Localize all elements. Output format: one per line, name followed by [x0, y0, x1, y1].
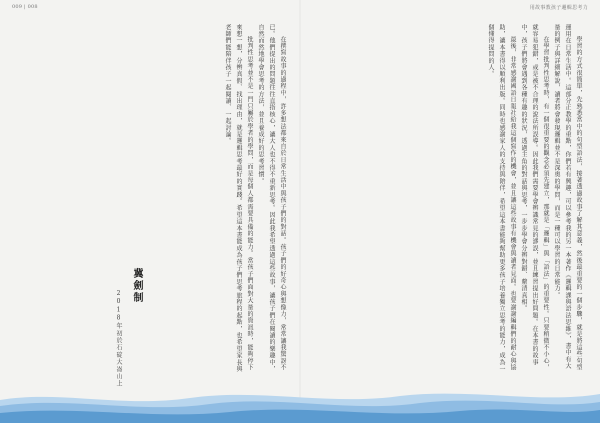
wave-decoration — [0, 386, 600, 423]
page-numbers: 009 | 008 — [12, 4, 38, 10]
signature-date: 2018年初於石碇大崙山上 — [115, 290, 122, 388]
author-name: 冀劍制 — [131, 268, 142, 304]
book-title-header: 用故事教孩子邏輯思考力 — [529, 5, 588, 11]
left-paragraph-1: 在撰寫故事的過程中，許多想法都來自於日常生活中與孩子們的對話。孩子們的好奇心與想像力，常常讓我驚訝不已。他們提出的問題往往直指核心，讓大人也不得不重新思考。因此我希望透過這些故事，讓孩子們在閱讀的樂趣中，自然而然地學會思考的方法，並且養成好的思考習慣。 — [257, 24, 286, 373]
wave-front — [0, 410, 600, 423]
right-page-text — [312, 24, 584, 376]
book-gutter — [299, 0, 301, 400]
right-paragraph-2: 在學習批判性思考時，有一個很重要的觀念必須先建立，那就是「邏輯」與「語法」的重要性。只要稍微不小心，就容易犯錯，或是被不合理的說法所誤導。因此我們需要學會辨識常見的謬誤，並且練習提出好問題。在本書的故事中，孩子們將會遇到各種有趣的狀況，透過主角的對話與思考，一步步學會分辨對錯、釐清真相。 — [520, 24, 549, 371]
right-paragraph-1: 學習的方式很簡單，先熟悉當中的句型語法，接著透過故事了解其意義，然後最重要的一個步驟，就是將這些句型運用在日常生活中。這部分正教學的重點，你們若有興趣，可以參考我的另一本著作《邏輯課與語法思維》，書中有大量的例子與詳細解說，讀者將會發現邏輯並不是深奧的學問，而是一種可以學習的日常能力。 — [553, 24, 582, 371]
left-page-text — [136, 24, 288, 376]
left-paragraph-2: 批判性思考並不是一門只屬於學者的學問，而是每個人都需要具備的能力。當孩子們面對大量的資訊時，能夠停下來想一想，分辨真假、找出理由，就是邏輯思考最好的實踐。希望這本書能成為孩子們思考旅程的起點，也希望家長與老師們能陪伴孩子一起閱讀、一起討論。 — [224, 24, 253, 373]
signature-block — [108, 268, 144, 398]
right-paragraph-3: 最後，非常感謝國語日報社給我這個寫作的機會，並且讓這些故事有機會與讀者見面。也要謝謝編輯們的耐心與協助，讓本書得以順利出版。同時也感謝家人的支持與陪伴，希望這本書能夠幫助更多孩子培養獨立思考的能力，成為一個懂得提問的人。 — [487, 24, 516, 373]
